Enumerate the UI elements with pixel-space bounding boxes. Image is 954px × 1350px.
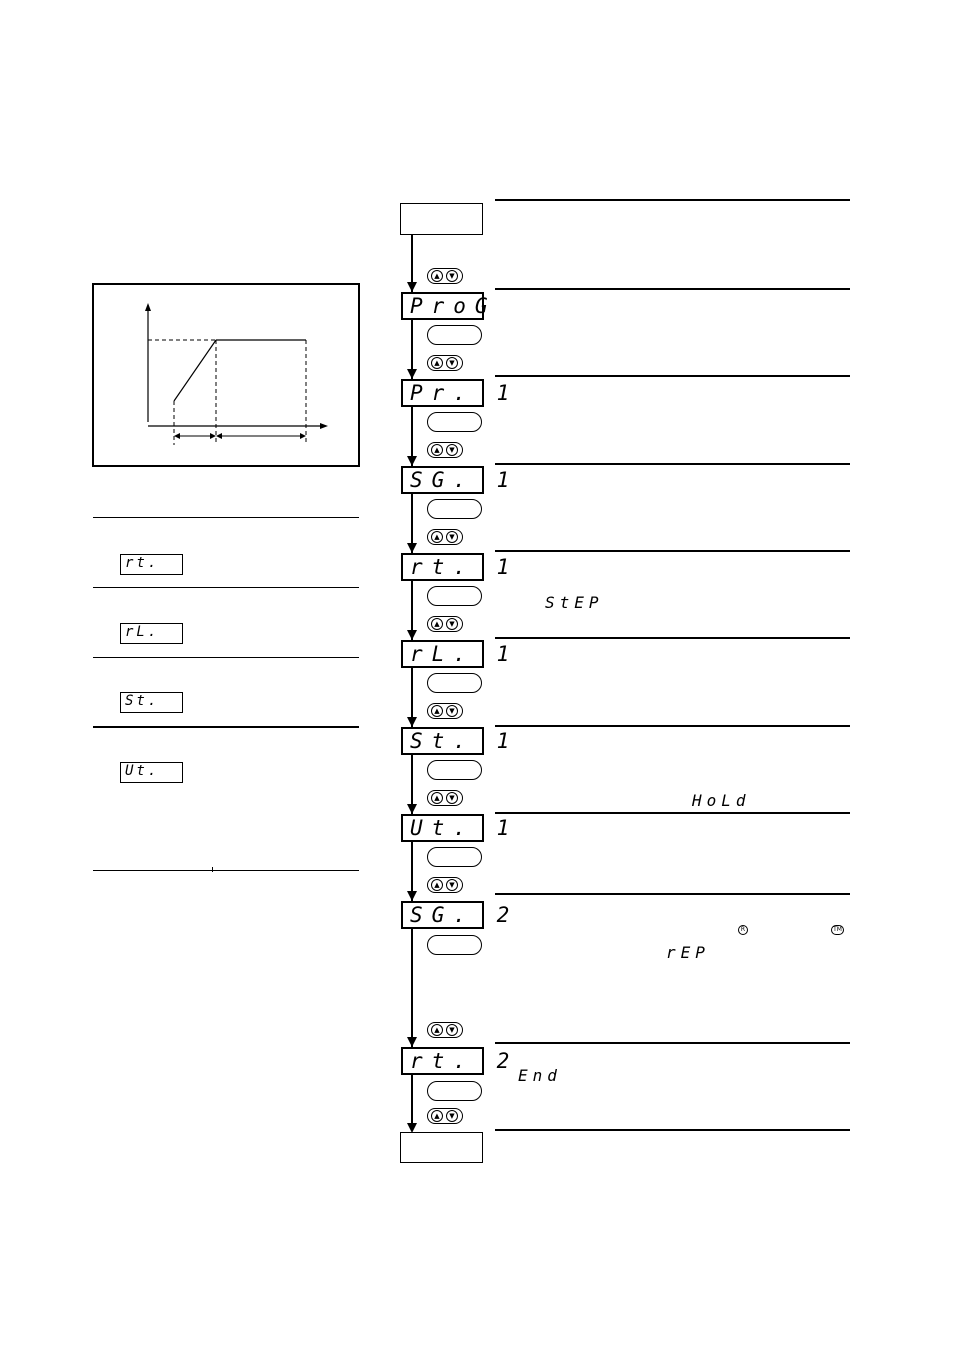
up-down-keys-icon: ▲ ▼ [427,1022,463,1038]
up-down-keys-icon: ▲ ▼ [427,1108,463,1124]
section-rule [495,1129,850,1131]
param-display: rL. [120,623,183,644]
section-rule [495,199,850,201]
mode-key-button[interactable] [427,499,482,519]
section-rule [495,637,850,639]
param-table-bottom-rule [93,870,359,871]
section-rule [495,550,850,552]
flow-arrowhead [407,1037,417,1047]
flow-arrowhead [407,282,417,292]
up-down-keys-icon: ▲ ▼ [427,616,463,632]
display-ut1: Ut. 1 [401,814,484,842]
flow-arrowhead [407,804,417,814]
display-st1: St. 1 [401,727,484,755]
up-down-keys-icon: ▲ ▼ [427,442,463,458]
display-rt2: rt. 2 [401,1047,484,1075]
section-rule [495,893,850,895]
mode-key-button[interactable] [427,760,482,780]
mode-key-button[interactable] [427,1081,482,1101]
flow-arrowhead [407,1123,417,1133]
display-sg2: SG. 2 [401,901,484,929]
up-down-keys-icon: ▲ ▼ [427,268,463,284]
mode-key-button[interactable] [427,935,482,955]
registered-mark-icon: R [738,925,748,935]
mode-key-button[interactable] [427,847,482,867]
flow-arrowhead [407,369,417,379]
section-rule [495,1042,850,1044]
up-down-keys-icon: ▲ ▼ [427,703,463,719]
flow-arrowhead [407,456,417,466]
flow-arrowhead [407,543,417,553]
mode-key-button[interactable] [427,325,482,345]
note-step: StEP [545,593,604,612]
display-rt1: rt. 1 [401,553,484,581]
ramp-soak-graph [94,285,358,465]
up-down-keys-icon: ▲ ▼ [427,529,463,545]
section-rule [495,375,850,377]
param-rule [93,657,359,658]
display-pr1: Pr. 1 [401,379,484,407]
note-rep: rEP [666,943,710,962]
param-rule [93,587,359,588]
param-rule [93,517,359,518]
param-rule [93,726,359,728]
flow-arrowhead [407,717,417,727]
display-rl1: rL. 1 [401,640,484,668]
trademark-icon: TM [831,925,844,935]
up-down-keys-icon: ▲ ▼ [427,790,463,806]
note-end: End [518,1066,562,1085]
section-rule [495,812,850,814]
param-display: Ut. [120,762,183,783]
display-sg1: SG. 1 [401,466,484,494]
note-hold: HoLd [692,791,751,810]
up-down-keys-icon: ▲ ▼ [427,877,463,893]
mode-key-button[interactable] [427,673,482,693]
param-table-divider [212,867,213,872]
mode-key-button[interactable] [427,412,482,432]
mode-key-button[interactable] [427,586,482,606]
section-rule [495,288,850,290]
flow-arrowhead [407,891,417,901]
flow-arrowhead [407,630,417,640]
ramp-graph-box [92,283,360,467]
display-prog: ProG [401,292,484,320]
up-down-keys-icon: ▲ ▼ [427,355,463,371]
section-rule [495,725,850,727]
param-display: St. [120,692,183,713]
param-display: rt. [120,554,183,575]
section-rule [495,463,850,465]
